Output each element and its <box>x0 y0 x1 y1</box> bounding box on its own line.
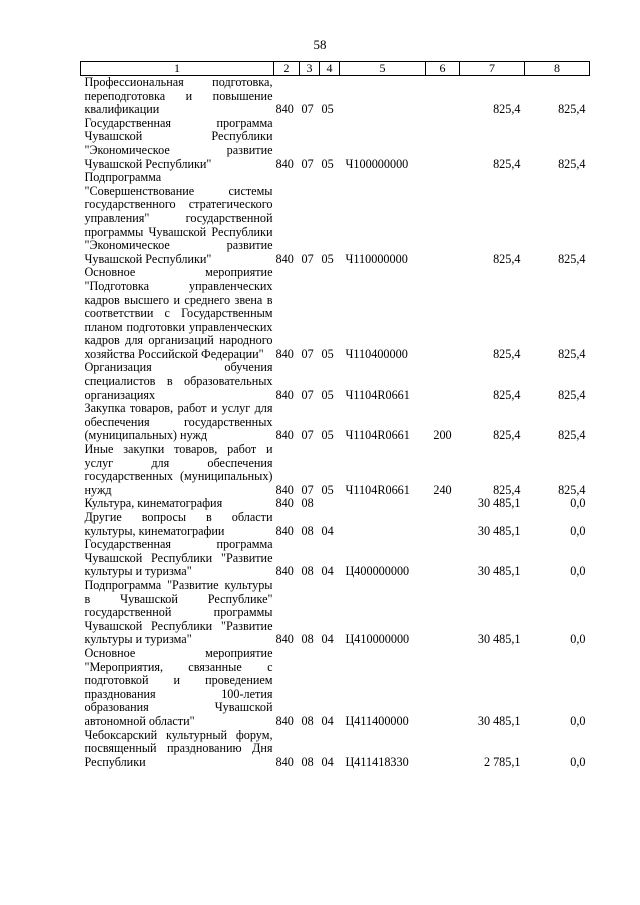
row-gr: 840 <box>275 102 294 117</box>
table-row <box>81 538 590 579</box>
row-pr: 05 <box>321 387 334 402</box>
row-rz: 08 <box>301 632 314 647</box>
table-row <box>81 647 590 729</box>
row-rz: 07 <box>301 251 314 266</box>
row-pr: 04 <box>321 632 334 647</box>
row-value-2020: 0,0 <box>570 523 586 538</box>
row-vr <box>426 579 460 647</box>
row-rz: 07 <box>301 102 314 117</box>
row-gr: 840 <box>275 564 294 579</box>
row-name: Подпрограмма "Развитие культуры в Чувашской Республике" государственной программы Чувашской Республики "Развитие культуры и туризма" <box>84 577 273 647</box>
row-rz: 08 <box>301 496 314 511</box>
row-csr: Ц410000000 <box>345 632 410 647</box>
row-value-2020: 0,0 <box>570 496 586 511</box>
row-rz: 07 <box>301 387 314 402</box>
row-gr: 840 <box>275 632 294 647</box>
row-vr <box>426 266 460 361</box>
row-pr: 05 <box>321 102 334 117</box>
table-row <box>81 402 590 443</box>
row-gr: 840 <box>275 713 294 728</box>
row-vr <box>426 117 460 171</box>
row-rz: 08 <box>301 713 314 728</box>
table-row <box>81 361 590 402</box>
row-csr: Ц411418330 <box>345 754 409 769</box>
table-row <box>81 579 590 647</box>
row-gr: 840 <box>275 496 294 511</box>
row-csr: Ч1104R0661 <box>345 387 410 402</box>
row-csr: Ч110400000 <box>345 346 408 361</box>
row-gr: 840 <box>275 387 294 402</box>
column-header: 6 <box>426 62 460 76</box>
row-value-2020: 0,0 <box>570 564 586 579</box>
table-row <box>81 497 590 511</box>
row-name: Основное мероприятие "Мероприятия, связанные с подготовкой и проведением празднования 100-летия образования Чувашской автономной области" <box>84 645 273 728</box>
row-csr <box>340 511 426 538</box>
row-vr <box>426 538 460 579</box>
table-row <box>81 266 590 361</box>
row-pr: 05 <box>321 251 334 266</box>
row-name: Организация обучения специалистов в образовательных организациях <box>84 360 273 402</box>
row-vr <box>426 361 460 402</box>
row-rz: 08 <box>301 523 314 538</box>
table-row <box>81 117 590 171</box>
row-value-2020: 825,4 <box>558 428 586 443</box>
row-value-2020: 825,4 <box>558 482 586 497</box>
column-header: 4 <box>320 62 340 76</box>
row-vr <box>426 729 460 770</box>
row-gr: 840 <box>275 523 294 538</box>
header-row <box>81 62 590 76</box>
row-value-2020: 825,4 <box>558 346 586 361</box>
row-value-2020: 825,4 <box>558 102 586 117</box>
row-name: Чебоксарский культурный форум, посвященный празднованию Дня Республики <box>84 727 273 769</box>
row-value-2019: 825,4 <box>493 482 521 497</box>
row-pr <box>320 497 340 511</box>
row-vr: 200 <box>433 428 452 443</box>
row-value-2019: 825,4 <box>493 156 521 171</box>
row-rz: 07 <box>301 428 314 443</box>
row-gr: 840 <box>275 156 294 171</box>
table-row <box>81 76 590 117</box>
row-pr: 04 <box>321 564 334 579</box>
row-vr <box>426 171 460 266</box>
row-value-2019: 825,4 <box>493 428 521 443</box>
row-value-2019: 2 785,1 <box>483 754 521 769</box>
row-rz: 08 <box>301 754 314 769</box>
row-vr <box>426 511 460 538</box>
row-value-2020: 0,0 <box>570 632 586 647</box>
row-value-2019: 825,4 <box>493 251 521 266</box>
row-rz: 08 <box>301 564 314 579</box>
row-pr: 05 <box>321 156 334 171</box>
row-value-2019: 30 485,1 <box>477 713 521 728</box>
table-row <box>81 729 590 770</box>
row-csr: Ц411400000 <box>345 713 409 728</box>
row-value-2019: 30 485,1 <box>477 523 521 538</box>
column-header: 8 <box>525 62 590 76</box>
column-header: 7 <box>460 62 525 76</box>
row-rz: 07 <box>301 482 314 497</box>
row-value-2019: 30 485,1 <box>477 632 521 647</box>
row-gr: 840 <box>275 754 294 769</box>
row-rz: 07 <box>301 346 314 361</box>
row-vr <box>426 497 460 511</box>
row-pr: 05 <box>321 428 334 443</box>
row-pr: 04 <box>321 713 334 728</box>
row-csr <box>340 76 426 117</box>
row-value-2020: 825,4 <box>558 251 586 266</box>
row-name: Государственная программа Чувашской Республики "Развитие культуры и туризма" <box>84 537 273 579</box>
row-gr: 840 <box>275 428 294 443</box>
row-name: Культура, кинематография <box>84 496 223 511</box>
row-gr: 840 <box>275 482 294 497</box>
table-row <box>81 171 590 266</box>
row-pr: 05 <box>321 482 334 497</box>
row-csr: Ц400000000 <box>345 564 410 579</box>
row-name: Иные закупки товаров, работ и услуг для обеспечения государственных (муниципальных) нужд <box>84 442 273 497</box>
table-row <box>81 443 590 497</box>
row-value-2020: 0,0 <box>570 754 586 769</box>
row-vr <box>426 76 460 117</box>
row-csr <box>340 497 426 511</box>
row-gr: 840 <box>275 346 294 361</box>
row-name: Подпрограмма "Совершенствование системы государственного стратегического управления" государственной программы Чувашской Республики "Экономическое развитие Чувашской Республики" <box>84 170 273 266</box>
row-name: Другие вопросы в области культуры, кинематографии <box>84 510 273 538</box>
row-pr: 05 <box>321 346 334 361</box>
row-name: Государственная программа Чувашской Республики "Экономическое развитие Чувашской Республики" <box>84 115 273 171</box>
row-csr: Ч1104R0661 <box>345 428 410 443</box>
row-value-2019: 825,4 <box>493 346 521 361</box>
row-pr: 04 <box>321 754 334 769</box>
row-name: Закупка товаров, работ и услуг для обеспечения государственных (муниципальных) нужд <box>84 401 273 443</box>
row-csr: Ч100000000 <box>345 156 409 171</box>
row-pr: 04 <box>321 523 334 538</box>
row-value-2020: 825,4 <box>558 156 586 171</box>
column-header: 5 <box>340 62 426 76</box>
page-number: 58 <box>313 37 327 52</box>
row-rz: 07 <box>301 156 314 171</box>
row-vr: 240 <box>433 482 452 497</box>
table-row <box>81 511 590 538</box>
column-header: 3 <box>300 62 320 76</box>
row-name: Основное мероприятие "Подготовка управленческих кадров высшего и среднего звена в соответствии с Государственным планом подготовки управленческих кадров для организаций народного хозяйства Российской Федерации" <box>84 265 273 361</box>
row-value-2019: 825,4 <box>493 102 521 117</box>
row-value-2019: 825,4 <box>493 387 521 402</box>
row-csr: Ч1104R0661 <box>345 482 410 497</box>
row-value-2019: 30 485,1 <box>477 564 521 579</box>
row-name: Профессиональная подготовка, переподготовка и повышение квалификации <box>84 75 273 117</box>
row-gr: 840 <box>275 251 294 266</box>
column-header: 2 <box>274 62 300 76</box>
row-value-2019: 30 485,1 <box>477 496 521 511</box>
column-header: 1 <box>81 62 274 76</box>
budget-table <box>80 61 590 769</box>
row-vr <box>426 647 460 729</box>
row-value-2020: 825,4 <box>558 387 586 402</box>
row-csr: Ч110000000 <box>345 251 408 266</box>
row-value-2020: 0,0 <box>570 713 586 728</box>
